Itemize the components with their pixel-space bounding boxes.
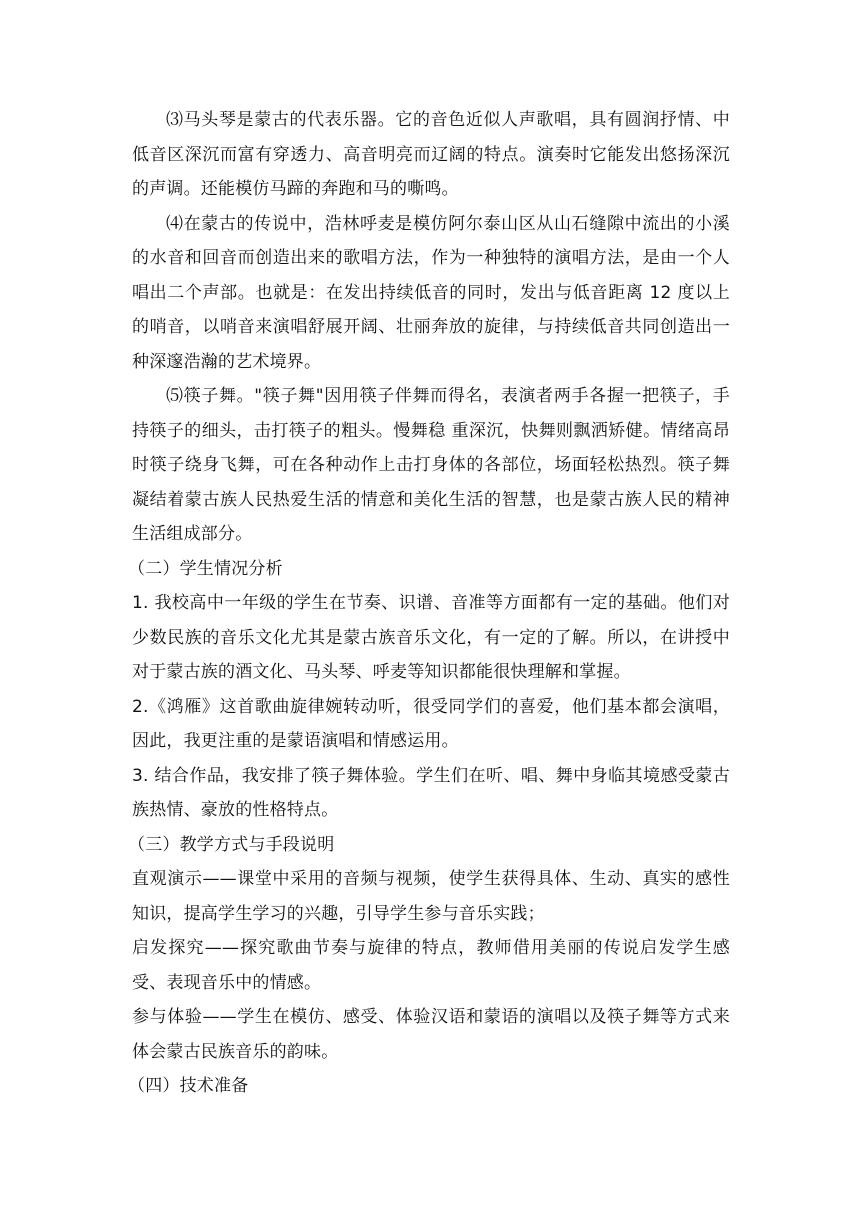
list-item-student-2: 2.《鸿雁》这首歌曲旋律婉转动听，很受同学们的喜爱，他们基本都会演唱，因此，我更注重的是蒙语演唱和情感运用。 bbox=[132, 696, 730, 751]
paragraph-method-demonstration: 直观演示——课堂中采用的音频与视频，使学生获得具体、生动、真实的感性知识，提高学生学习的兴趣，引导学生参与音乐实践； bbox=[132, 869, 730, 924]
list-item-student-1: 1. 我校高中一年级的学生在节奏、识谱、音准等方面都有一定的基础。他们对少数民族的音乐文化尤其是蒙古族音乐文化，有一定的了解。所以，在讲授中对于蒙古族的酒文化、马头琴、呼麦等知识都能很快理解和掌握。 bbox=[132, 593, 730, 682]
paragraph-morin-khuur: ⑶马头琴是蒙古的代表乐器。它的音色近似人声歌唱，具有圆润抒情、中低音区深沉而富有穿透力、高音明亮而辽阔的特点。演奏时它能发出悠扬深沉的声调。还能模仿马蹄的奔跑和马的嘶鸣。 bbox=[132, 110, 730, 199]
paragraph-method-experience: 参与体验——学生在模仿、感受、体验汉语和蒙语的演唱以及筷子舞等方式来体会蒙古民族音乐的韵味。 bbox=[132, 1007, 730, 1062]
paragraph-khoomei: ⑷在蒙古的传说中，浩林呼麦是模仿阿尔泰山区从山石缝隙中流出的小溪的水音和回音而创造出来的歌唱方法，作为一种独特的演唱方法，是由一个人唱出二个声部。也就是：在发出持续低音的同时，发出与低音距离 12 度以上的哨音，以哨音来演唱舒展开阔、壮丽奔放的旋律，与持续低音共同创造出一种深邃浩瀚的艺术境界。 bbox=[132, 213, 730, 372]
section-heading-student-analysis: （二）学生情况分析 bbox=[128, 558, 283, 579]
paragraph-method-inquiry: 启发探究——探究歌曲节奏与旋律的特点，教师借用美丽的传说启发学生感受、表现音乐中的情感。 bbox=[132, 938, 730, 993]
paragraph-chopstick-dance: ⑸筷子舞。"筷子舞"因用筷子伴舞而得名，表演者两手各握一把筷子，手持筷子的细头，击打筷子的粗头。慢舞稳 重深沉，快舞则飘洒矫健。情绪高昂时筷子绕身飞舞，可在各种动作上击打身体的各部位，场面轻松热烈。筷子舞凝结着蒙古族人民热爱生活的情意和美化生活的智慧，也是蒙古族人民的精神生活组成部分。 bbox=[132, 386, 730, 544]
document-body bbox=[128, 103, 730, 1104]
section-heading-technical-preparation: （四）技术准备 bbox=[128, 1076, 249, 1096]
list-item-student-3: 3. 结合作品，我安排了筷子舞体验。学生们在听、唱、舞中身临其境感受蒙古族热情、豪放的性格特点。 bbox=[132, 765, 730, 820]
section-heading-teaching-methods: （三）教学方式与手段说明 bbox=[128, 834, 335, 855]
